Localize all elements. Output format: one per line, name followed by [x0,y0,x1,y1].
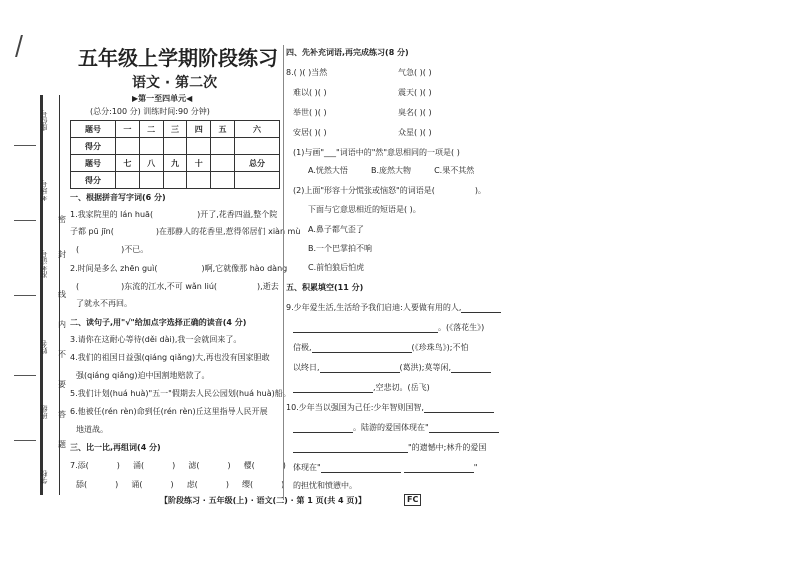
question-fragment: ( [76,245,80,254]
compare-paren: ) [115,480,119,489]
question-text [293,443,486,453]
idiom-item: 安居( )( ) [293,128,327,137]
question-fragment: " [473,463,478,472]
question-text [70,227,300,237]
option-a[interactable]: A.鼻子都气歪了 [308,225,364,234]
table-cell: 题号 [71,155,116,172]
question-text [293,383,430,393]
question-text: 3.请你在这耐心等待(děi dài),我一会就回来了。 [70,335,242,344]
question-text [293,423,499,433]
option-b[interactable]: B.庞然大物 [370,166,411,175]
question-text [70,264,287,274]
question-text [293,343,468,353]
idiom-item: 举世( )( ) [293,108,327,117]
question-text: 下面与它意思相近的短语是( )。 [308,205,421,214]
sidebar-field-line [14,295,36,296]
idiom-item: 难以( )( ) [293,88,327,97]
score-time: (总分:100 分) 训练时间:90 分钟) [90,107,210,116]
question-text [293,186,486,196]
question-fragment: "的遗憾中;林升的爱国 [408,443,487,452]
blank-line[interactable] [451,363,491,373]
blank-line[interactable] [320,363,400,373]
table-cell: 总分 [234,155,279,172]
option-c[interactable]: C.前怕狼后怕虎 [308,263,365,272]
table-cell: 得分 [71,138,116,155]
compare-paren: ) [282,461,286,470]
binding-strip [40,95,60,495]
question-text [293,323,484,333]
section-heading: 五、积累填空(11 分) [286,283,364,292]
question-fragment: (葛洪);莫等闲, [399,363,452,372]
compare-paren: ) [170,480,174,489]
corner-mark [15,35,43,57]
score-input-cell[interactable] [187,138,211,155]
compare-row [70,461,286,471]
compare-paren: ) [116,461,120,470]
question-fragment: )在那静人的花香里,惹得邻居们 xiàn mù [155,227,301,236]
blank-line[interactable] [293,443,408,453]
idiom-item: 气急( )( ) [398,68,432,77]
question-fragment: (2)上面"形容十分慌张或恼怒"的词语是( [293,186,435,195]
table-cell: 题号 [71,121,116,138]
blank-line[interactable] [424,403,494,413]
idiom-item: 震天( )( ) [398,88,432,97]
compare-char: 缨( [242,480,254,489]
question-text: 4.我们的祖国日益强(qiáng qiǎng)大,再也没有国家胆敢 [70,353,270,362]
score-input-cell[interactable] [187,172,211,189]
compare-char: 樱( [243,461,255,470]
question-text [76,282,279,292]
option-a[interactable]: A.恍然大悟 [308,166,348,175]
blank-line[interactable] [293,423,353,433]
sidebar-label-name: 姓名 [40,340,48,354]
section-heading: 三、比一比,再组词(4 分) [70,443,161,452]
question-fragment: )。 [474,186,486,195]
idiom-item: 8.( )( )当然 [286,68,328,77]
question-text [286,403,494,413]
table-cell: 七 [115,155,139,172]
question-fragment: )啊,它就像那 hào dàng [201,264,288,273]
question-fragment: ),逝去 [257,282,279,291]
compare-paren: ) [281,480,285,489]
sidebar-label-seat: 座位号 [40,110,48,131]
blank-line[interactable] [461,303,501,313]
table-cell: 一 [115,121,139,138]
question-fragment: (《珍珠鸟》);不怕 [411,343,469,352]
table-cell [211,155,235,172]
sidebar-field-line [14,375,36,376]
table-row [71,155,280,172]
seal-char: 答 [58,410,66,419]
question-fragment: 10.少年当以强国为己任:少年智则国智, [286,403,424,412]
score-input-cell[interactable] [234,172,279,189]
question-fragment: )开了,花香四溢,整个院 [197,210,278,219]
question-fragment: 信极, [293,343,312,352]
blank-line[interactable] [293,383,373,393]
compare-char: 舔( [76,480,88,489]
score-input-cell[interactable] [139,172,163,189]
score-input-cell[interactable] [115,172,139,189]
compare-row [76,480,284,490]
question-text [286,303,501,313]
question-text [76,245,148,255]
question-text: 的担忧和愤懑中。 [293,481,357,490]
score-input-cell[interactable] [234,138,279,155]
section-heading: 四、先补充词语,再完成练习(8 分) [286,48,409,57]
table-cell: 六 [234,121,279,138]
table-cell: 五 [211,121,235,138]
question-fragment: 。陆游的爱国体现在" [353,423,429,432]
column-divider [283,45,284,500]
question-fragment: 2.时间是多么 zhēn guì( [70,264,158,273]
score-table [70,120,280,189]
compare-char: 7.添( [70,461,89,470]
seal-char: 题 [58,440,66,449]
question-fragment: )东流的江水,不可 wǎn liú( [121,282,218,291]
unit-range: ▶第一至四单元◀ [132,94,193,103]
score-input-cell[interactable] [163,172,187,189]
page-footer: 【阶段练习 · 五年级(上) · 语文(二) · 第 1 页(共 4 页)】 [160,496,367,505]
seal-char: 内 [58,320,66,329]
footer-badge: FC [404,494,421,506]
blank-line[interactable] [312,343,412,353]
table-cell: 得分 [71,172,116,189]
seal-char: 封 [58,250,66,259]
question-fragment: 子都 pū jīn( [70,227,114,236]
compare-char: 虑( [186,480,198,489]
option-list [308,166,474,176]
sidebar-field-line [14,145,36,146]
page-subtitle: 语文 · 第二次 [132,75,218,91]
sidebar-label-exam-id: 准考证号 [40,250,48,278]
section-heading: 二、读句子,用"√"给加点字选择正确的读音(4 分) [70,318,247,327]
question-fragment: ,空悲切。(岳飞) [373,383,430,392]
seal-char: 要 [58,380,66,389]
question-fragment: 以终日, [293,363,320,372]
question-text: 了就永不再回。 [76,299,132,308]
page-title: 五年级上学期阶段练习 [78,46,278,70]
compare-char: 涌( [132,461,145,470]
question-text: 地道战。 [76,425,108,434]
seal-char: 不 [58,350,66,359]
compare-paren: ) [225,480,229,489]
question-fragment: 9.少年爱生活,生活给予我们启迪:人要做有用的人, [286,303,462,312]
table-row [71,138,280,155]
question-text [70,210,277,220]
sidebar-label-school: 学校 [40,470,48,484]
score-input-cell[interactable] [115,138,139,155]
question-fragment: 。(《落花生》) [438,323,485,332]
score-input-cell[interactable] [211,138,235,155]
question-text: 6.他被任(rén rèn)命到任(rén rèn)丘这里指导人民开展 [70,407,268,416]
table-cell: 八 [139,155,163,172]
table-row [71,172,280,189]
seal-char: 线 [58,290,66,299]
table-cell: 二 [139,121,163,138]
option-c[interactable]: C.果不其然 [434,166,475,175]
sidebar-field-line [14,440,36,441]
table-cell: 三 [163,121,187,138]
score-input-cell[interactable] [163,138,187,155]
question-text: 强(qiáng qiǎng)迫中国割地赔款了。 [76,371,210,380]
compare-paren: ) [172,461,176,470]
blank-line[interactable] [293,323,438,333]
sidebar-label-room: 考场号 [40,180,48,201]
blank-line[interactable] [321,463,401,473]
question-fragment: ( [76,282,80,291]
option-b[interactable]: B.一个巴掌拍不响 [308,244,373,253]
table-row [71,121,280,138]
question-text [293,363,491,373]
question-fragment: 1.我家院里的 lán huā( [70,210,154,219]
table-cell: 九 [163,155,187,172]
table-cell: 四 [187,121,211,138]
sidebar-label-class: 班级 [40,405,48,419]
idiom-item: 臭名( )( ) [398,108,432,117]
blank-line[interactable] [429,423,499,433]
score-input-cell[interactable] [139,138,163,155]
section-heading: 一、根据拼音写字词(6 分) [70,193,166,202]
question-text: 5.我们计划(huá huà)"五一"假期去人民公园划(huá huà)船。 [70,389,291,398]
table-cell: 十 [187,155,211,172]
compare-char: 诵( [131,480,143,489]
question-text [293,463,477,473]
sidebar-field-line [14,220,36,221]
seal-char: 密 [58,215,66,224]
compare-char: 滤( [188,461,200,470]
compare-paren: ) [227,461,231,470]
question-text: (1)与画"___"词语中的"然"意思相同的一项是( ) [293,148,460,157]
idiom-item: 众星( )( ) [398,128,432,137]
blank-line[interactable] [404,463,474,473]
score-input-cell[interactable] [211,172,235,189]
question-fragment: )不已。 [121,245,149,254]
question-fragment: 体现在" [293,463,321,472]
